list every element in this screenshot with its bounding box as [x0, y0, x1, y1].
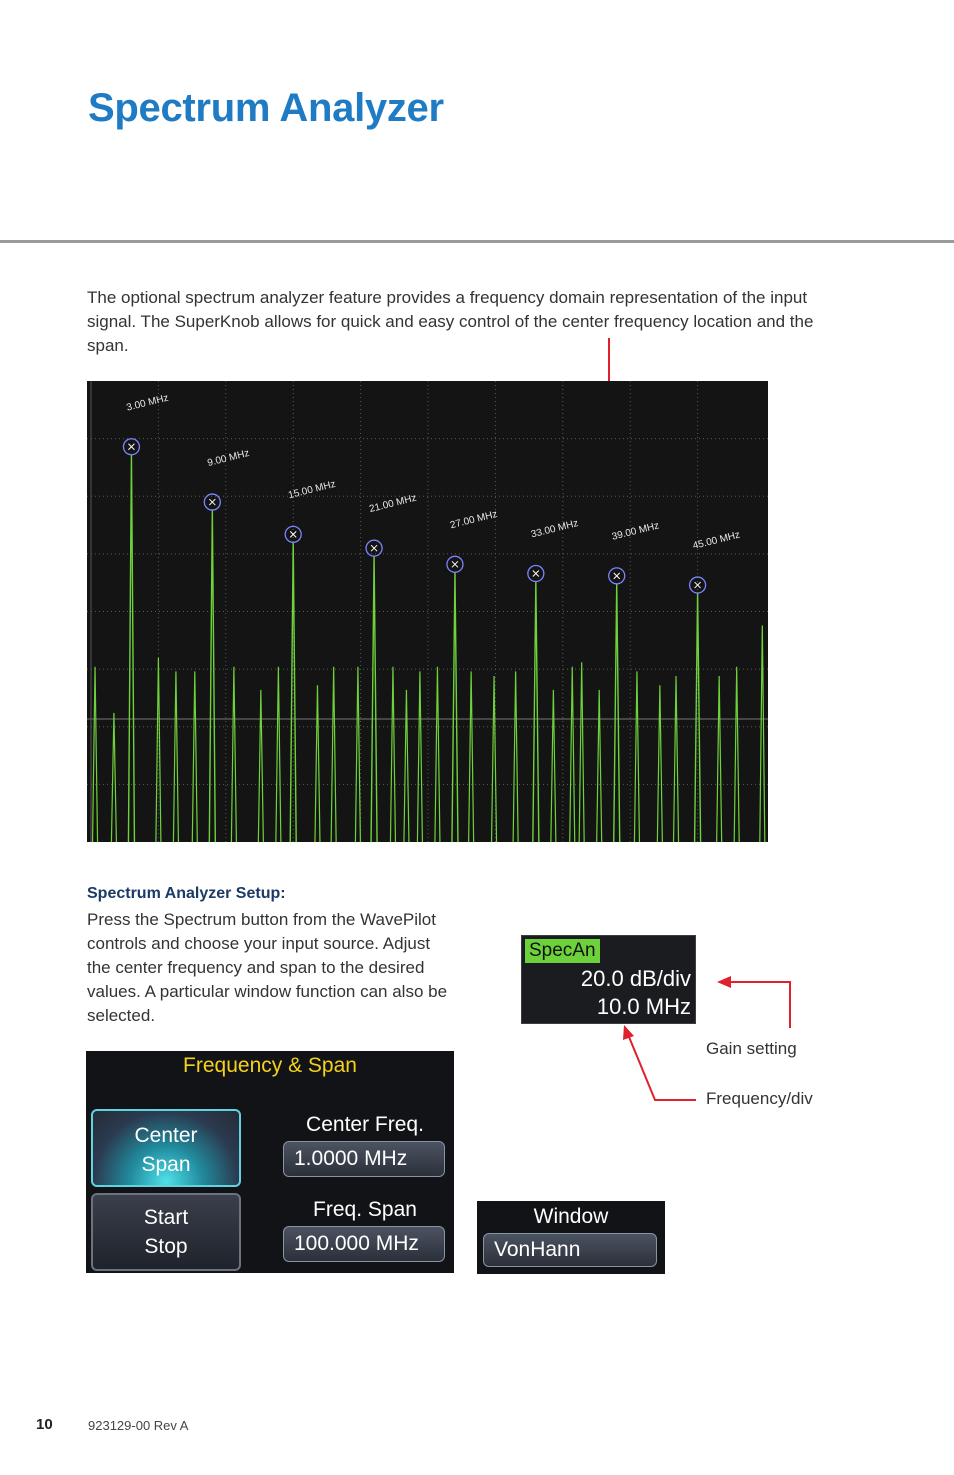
spectrum-peaks: [123, 393, 741, 842]
peak-marker-cross: [695, 582, 701, 588]
page-number: 10: [36, 1416, 53, 1433]
peak-label: 9.00 MHz: [206, 447, 251, 469]
setup-heading: Spectrum Analyzer Setup:: [87, 885, 286, 902]
minor-spike: [258, 690, 263, 842]
minor-spike: [93, 667, 98, 842]
peak-marker-cross: [209, 499, 215, 505]
peak-label: 39.00 MHz: [610, 520, 661, 543]
freq-span-field[interactable]: 100.000 MHz: [283, 1226, 445, 1262]
gain-readout: 20.0 dB/div: [580, 966, 691, 991]
center-span-line1: Center: [134, 1124, 198, 1147]
peak-line: [533, 582, 539, 842]
section-divider: [0, 240, 954, 243]
intro-paragraph: The optional spectrum analyzer feature provides a frequency domain representation of the input signal. The SuperKnob allows for quick and easy control of the center frequency location and the span.: [87, 288, 814, 355]
minor-spike: [597, 690, 602, 842]
start-stop-line1: Start: [143, 1206, 189, 1229]
minor-spike: [674, 676, 679, 842]
peak-line: [452, 572, 458, 842]
window-panel: [477, 1201, 665, 1274]
document-revision: 923129-00 Rev A: [88, 1418, 189, 1433]
minor-spike: [760, 625, 765, 842]
peak-marker-cross: [614, 573, 620, 579]
center-freq-label: Center Freq.: [306, 1113, 424, 1136]
peak-marker-cross: [371, 545, 377, 551]
peak-line: [614, 584, 620, 842]
minor-spike: [315, 685, 320, 842]
spectrum-minor-spikes: [93, 625, 765, 842]
spectrum-display: [87, 381, 768, 842]
minor-spike: [404, 690, 409, 842]
center-span-line2: Span: [141, 1153, 191, 1176]
minor-spike: [634, 671, 639, 842]
minor-spike: [435, 667, 440, 842]
peak-marker-cross: [533, 571, 539, 577]
peak-label: 27.00 MHz: [449, 508, 499, 532]
minor-spike: [355, 667, 360, 842]
minor-spike: [492, 676, 497, 842]
frequency-div-label: Frequency/div: [706, 1089, 813, 1108]
minor-spike: [231, 667, 236, 842]
freq-per-div-readout: 10.0 MHz: [596, 994, 691, 1019]
start-stop-line2: Stop: [144, 1235, 188, 1258]
minor-spike: [513, 671, 518, 842]
peak-marker-cross: [452, 561, 458, 567]
minor-spike: [469, 671, 474, 842]
spectrum-grid: [87, 381, 768, 842]
peak-label: 21.00 MHz: [368, 492, 418, 516]
minor-spike: [734, 667, 739, 842]
peak-label: 15.00 MHz: [287, 478, 337, 502]
peak-label: 33.00 MHz: [529, 518, 580, 541]
window-title: Window: [533, 1205, 609, 1228]
peak-marker-cross: [128, 444, 134, 450]
freq-span-label: Freq. Span: [313, 1198, 417, 1221]
frequency-span-title: Frequency & Span: [183, 1054, 357, 1077]
minor-spike: [657, 685, 662, 842]
center-span-button[interactable]: [91, 1109, 241, 1187]
minor-spike: [579, 662, 584, 842]
minor-spike: [331, 667, 336, 842]
minor-spike: [390, 667, 395, 842]
minor-spike: [717, 676, 722, 842]
minor-spike: [551, 690, 556, 842]
peak-label: 3.00 MHz: [125, 392, 170, 414]
peak-line: [371, 556, 377, 842]
minor-spike: [192, 671, 197, 842]
peak-label: 45.00 MHz: [691, 529, 742, 552]
start-stop-button[interactable]: [91, 1193, 241, 1271]
minor-spike: [173, 671, 178, 842]
page-title: Spectrum Analyzer: [88, 86, 444, 130]
window-select[interactable]: VonHann: [483, 1233, 657, 1267]
setup-paragraph: Press the Spectrum button from the WavePilot controls and choose your input source. Adjust the center frequency and span to the desired values. A particular window function can also be selected.: [87, 910, 448, 1025]
frequency-span-panel: [86, 1051, 454, 1273]
specan-tag: SpecAn: [525, 939, 600, 963]
minor-spike: [111, 713, 116, 842]
minor-spike: [276, 667, 281, 842]
peak-line: [209, 510, 215, 842]
gain-setting-label: Gain setting: [706, 1039, 797, 1058]
peak-marker-cross: [290, 531, 296, 537]
center-freq-field[interactable]: 1.0000 MHz: [283, 1141, 445, 1177]
minor-spike: [570, 667, 575, 842]
minor-spike: [417, 671, 422, 842]
